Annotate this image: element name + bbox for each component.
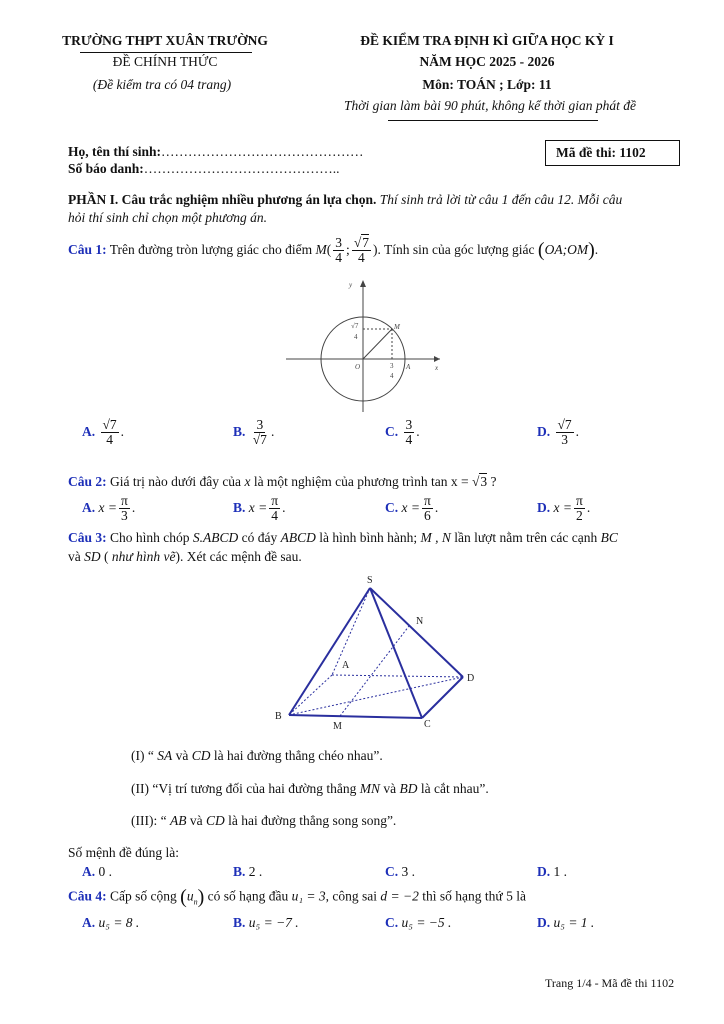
cos-label: 3 xyxy=(390,362,394,370)
question-label: Câu 2: xyxy=(68,474,107,489)
answer-option-c[interactable]: C. x = $\frac{\pi}{6}$ . xyxy=(385,493,439,524)
statement xyxy=(131,748,383,764)
school-year: NĂM HỌC 2025 - 2026 xyxy=(419,54,555,69)
school-name: TRƯỜNG THPT XUÂN TRƯỜNG xyxy=(62,33,268,48)
denominator: 4 xyxy=(335,250,343,266)
point-label: O xyxy=(355,363,361,371)
math: SD xyxy=(84,549,101,564)
section-title: PHẦN I. Câu trắc nghiệm nhiều phương án lựa chọn. xyxy=(68,192,377,207)
point-label: B xyxy=(275,711,282,722)
option-value: u₅ = −5 . xyxy=(401,915,452,930)
arrow-icon xyxy=(360,280,366,287)
section-instruction-2: hỏi thí sinh chỉ chọn một phương án. xyxy=(68,210,268,225)
question-text: ( xyxy=(100,549,112,564)
math: CD xyxy=(191,748,211,763)
candidate-id-field: …………………………………….. xyxy=(143,161,340,176)
statement-text: là hai đường thẳng song song”. xyxy=(224,813,397,828)
question-text: Trên đường tròn lượng giác cho điểm xyxy=(106,241,316,257)
candidate-name-field: ……………………………………… xyxy=(161,144,364,159)
diagonal-bd xyxy=(289,677,463,715)
math: CD xyxy=(205,813,225,828)
question-2: Câu 2: Giá trị nào dưới đây của x là một nghiệm của phương trình tan x = √3 ? xyxy=(68,474,497,489)
question-text: . Tính sin của góc lượng giác xyxy=(377,241,538,257)
numerator: 7 xyxy=(362,235,369,250)
math: OA;OM xyxy=(544,241,589,257)
numerator: 3 xyxy=(405,417,413,432)
math: AB xyxy=(169,813,187,828)
denominator: 6 xyxy=(424,508,431,524)
math: x = xyxy=(553,499,572,515)
statement-text: (II) “Vị trí tương đối của hai đường thẳng xyxy=(131,781,360,796)
math: d = −2 xyxy=(380,888,419,904)
edge-sd xyxy=(370,588,463,677)
answer-option-a[interactable]: A. $\frac{√7}{4}$ . xyxy=(82,417,125,448)
numerator: π xyxy=(423,493,431,508)
option-label: B. xyxy=(233,423,246,439)
point-label: S xyxy=(367,575,373,586)
answer-option-c[interactable] xyxy=(385,915,451,931)
math: u xyxy=(186,888,194,904)
option-value: 1 . xyxy=(553,864,567,879)
option-label: C. xyxy=(385,423,399,439)
answer-option-d[interactable] xyxy=(537,915,594,931)
math: ABCD xyxy=(280,530,316,545)
divider xyxy=(388,120,598,121)
subject: Môn: TOÁN ; Lớp: 11 xyxy=(422,77,552,92)
section-instruction: Thí sinh trả lời từ câu 1 đến câu 12. Mỗi câu xyxy=(376,192,623,207)
question-text: ). Xét các mệnh đề sau. xyxy=(175,549,302,564)
radius-om xyxy=(363,329,392,359)
question-text: là một nghiệm của phương trình xyxy=(250,474,431,489)
edge-ad xyxy=(332,675,463,677)
option-label: B. xyxy=(233,499,246,515)
question-1: Câu 1: Trên đường tròn lượng giác cho điểm M( $\frac{3}{4}$ ; $\frac{√7}{4}$ ). Tính sin của góc lượng giác (OA;OM). xyxy=(68,235,599,266)
edge-bc xyxy=(289,715,422,718)
page-footer: Trang 1/4 - Mã đề thi 1102 xyxy=(545,976,675,990)
point-label: M xyxy=(394,323,400,331)
statement-text: và xyxy=(172,748,192,763)
edge-cd xyxy=(422,677,463,718)
sin-label: √7 xyxy=(351,322,359,330)
option-label: B. xyxy=(233,915,246,930)
option-value: u₅ = 8 . xyxy=(98,915,140,930)
statement-text: là cắt nhau”. xyxy=(417,781,489,796)
option-label: A. xyxy=(82,915,96,930)
answer-option-d[interactable]: D. x = $\frac{\pi}{2}$ . xyxy=(537,493,591,524)
question-text: , công sai xyxy=(325,888,381,904)
answer-option-b[interactable]: B. x = $\frac{\pi}{4}$ . xyxy=(233,493,286,524)
option-value: u₅ = 1 . xyxy=(553,915,595,930)
math: BD xyxy=(399,781,418,796)
statement-text: (III): “ xyxy=(131,813,170,828)
question-text: Giá trị nào dưới đây của xyxy=(106,474,245,489)
statement-text: (I) “ xyxy=(131,748,158,763)
math: SA xyxy=(157,748,173,763)
answer-option-a[interactable] xyxy=(82,915,139,931)
numerator: π xyxy=(575,493,583,508)
candidate-id-label: Số báo danh: xyxy=(68,161,144,176)
denominator: 3 xyxy=(561,432,568,448)
denominator: 2 xyxy=(576,508,583,524)
question-3-line-2 xyxy=(68,549,302,565)
answer-option-b[interactable] xyxy=(233,864,262,880)
option-label: A. xyxy=(82,423,96,439)
edge-sc xyxy=(370,588,422,718)
option-value: 0 . xyxy=(98,864,112,879)
denominator: 3 xyxy=(121,508,128,524)
math: S.ABCD xyxy=(192,530,239,545)
point-label: N xyxy=(416,616,424,627)
math: tan x = xyxy=(431,474,472,489)
candidate-id-line xyxy=(68,161,340,177)
question-text: Cho hình chóp xyxy=(106,530,193,545)
question-text: thì số hạng thứ 5 là xyxy=(418,888,526,904)
statement-text: là hai đường thẳng chéo nhau”. xyxy=(210,748,383,763)
numerator: 3 xyxy=(256,417,264,432)
official-label: ĐỀ CHÍNH THỨC xyxy=(112,54,218,69)
denominator: 4 xyxy=(271,508,279,524)
question-label: Câu 3: xyxy=(68,530,107,545)
question-3 xyxy=(68,530,618,546)
question-text: như hình vẽ xyxy=(111,549,176,564)
option-label: C. xyxy=(385,864,399,879)
section-heading xyxy=(68,192,622,208)
option-label: D. xyxy=(537,423,551,439)
candidate-name-label: Họ, tên thí sinh: xyxy=(68,144,162,159)
point-label: C xyxy=(424,719,431,730)
numerator: √7 xyxy=(557,417,572,432)
option-label: A. xyxy=(82,499,96,515)
question-text: có đáy xyxy=(238,530,281,545)
question-label: Câu 4: xyxy=(68,888,107,904)
exam-code: Mã đề thi: 1102 xyxy=(556,145,646,160)
math: x xyxy=(244,474,251,489)
answer-option-b[interactable] xyxy=(233,915,299,931)
statement xyxy=(131,813,396,829)
axis-label: y xyxy=(349,281,353,289)
option-label: B. xyxy=(233,864,246,879)
pyramid-figure xyxy=(270,570,490,735)
point-label: A xyxy=(342,660,350,671)
statement-text: và xyxy=(186,813,206,828)
option-label: C. xyxy=(385,915,399,930)
answer-option-d[interactable]: D. $\frac{√7}{3}$ . xyxy=(537,417,580,448)
axis-label: x xyxy=(435,364,439,372)
option-value: 3 . xyxy=(401,864,415,879)
math: M , N xyxy=(420,530,451,545)
numerator: √7 xyxy=(102,417,117,432)
question-text: ? xyxy=(487,474,497,489)
answer-option-c[interactable] xyxy=(385,864,415,880)
pages-note: (Đề kiểm tra có 04 trang) xyxy=(92,77,232,92)
answer-option-b[interactable]: B. $\frac{3}{√7}$ . xyxy=(233,417,275,448)
time-note: Thời gian làm bài 90 phút, không kể thời gian phát đề xyxy=(344,98,636,113)
numerator: π xyxy=(120,493,128,508)
denominator: 4 xyxy=(405,432,413,448)
denominator: √7 xyxy=(252,432,267,448)
math: M xyxy=(315,241,327,257)
answer-option-a[interactable]: A. x = $\frac{\pi}{3}$ . xyxy=(82,493,136,524)
question-3-prompt: Số mệnh đề đúng là: xyxy=(68,845,179,860)
math: 3 xyxy=(480,474,488,489)
question-text: và xyxy=(68,549,85,564)
point-label: D xyxy=(467,673,475,684)
sin-label: 4 xyxy=(354,333,358,341)
option-value: 2 . xyxy=(248,864,263,879)
answer-option-a[interactable] xyxy=(82,864,112,880)
candidate-name-line xyxy=(68,144,364,160)
statement xyxy=(131,781,489,797)
math: n xyxy=(193,897,198,907)
math: x = xyxy=(248,499,268,515)
math: BC xyxy=(600,530,618,545)
point-label: A xyxy=(406,363,411,371)
question-text: có số hạng đầu xyxy=(204,888,292,904)
point-label: M xyxy=(333,721,342,732)
option-label: D. xyxy=(537,915,551,930)
unit-circle-figure xyxy=(280,276,450,412)
edge-sa xyxy=(332,588,370,675)
answer-option-c[interactable]: C. $\frac{3}{4}$ . xyxy=(385,417,420,448)
answer-option-d[interactable] xyxy=(537,864,567,880)
option-value: u₅ = −7 . xyxy=(248,915,299,930)
math: MN xyxy=(359,781,380,796)
math: x = xyxy=(401,499,420,515)
option-label: C. xyxy=(385,499,399,515)
cos-label: 4 xyxy=(390,372,394,380)
question-text: là hình bình hành; xyxy=(315,530,421,545)
numerator: 3 xyxy=(335,235,343,250)
arrow-icon xyxy=(434,356,440,362)
exam-code-box xyxy=(545,140,680,166)
option-label: D. xyxy=(537,499,551,515)
denominator: 4 xyxy=(358,250,365,266)
question-text: Cấp số cộng xyxy=(106,888,181,904)
math: x = xyxy=(98,499,117,515)
exam-title: ĐỀ KIỂM TRA ĐỊNH KÌ GIỮA HỌC KỲ I xyxy=(360,33,614,48)
question-text: lần lượt nằm trên các cạnh xyxy=(450,530,601,545)
question-4: Câu 4: Cấp số cộng $(u_n)$ có số hạng đầu u₁ = 3, công sai d = −2 thì số hạng thứ 5 là xyxy=(68,886,526,908)
numerator: π xyxy=(271,493,279,508)
math: u₁ = 3 xyxy=(291,888,326,904)
statement-text: và xyxy=(379,781,400,796)
divider xyxy=(80,52,252,53)
question-label: Câu 1: xyxy=(68,241,107,257)
denominator: 4 xyxy=(106,432,113,448)
option-label: D. xyxy=(537,864,551,879)
segment-mn xyxy=(340,626,409,716)
option-label: A. xyxy=(82,864,96,879)
edge-sb xyxy=(289,588,370,715)
